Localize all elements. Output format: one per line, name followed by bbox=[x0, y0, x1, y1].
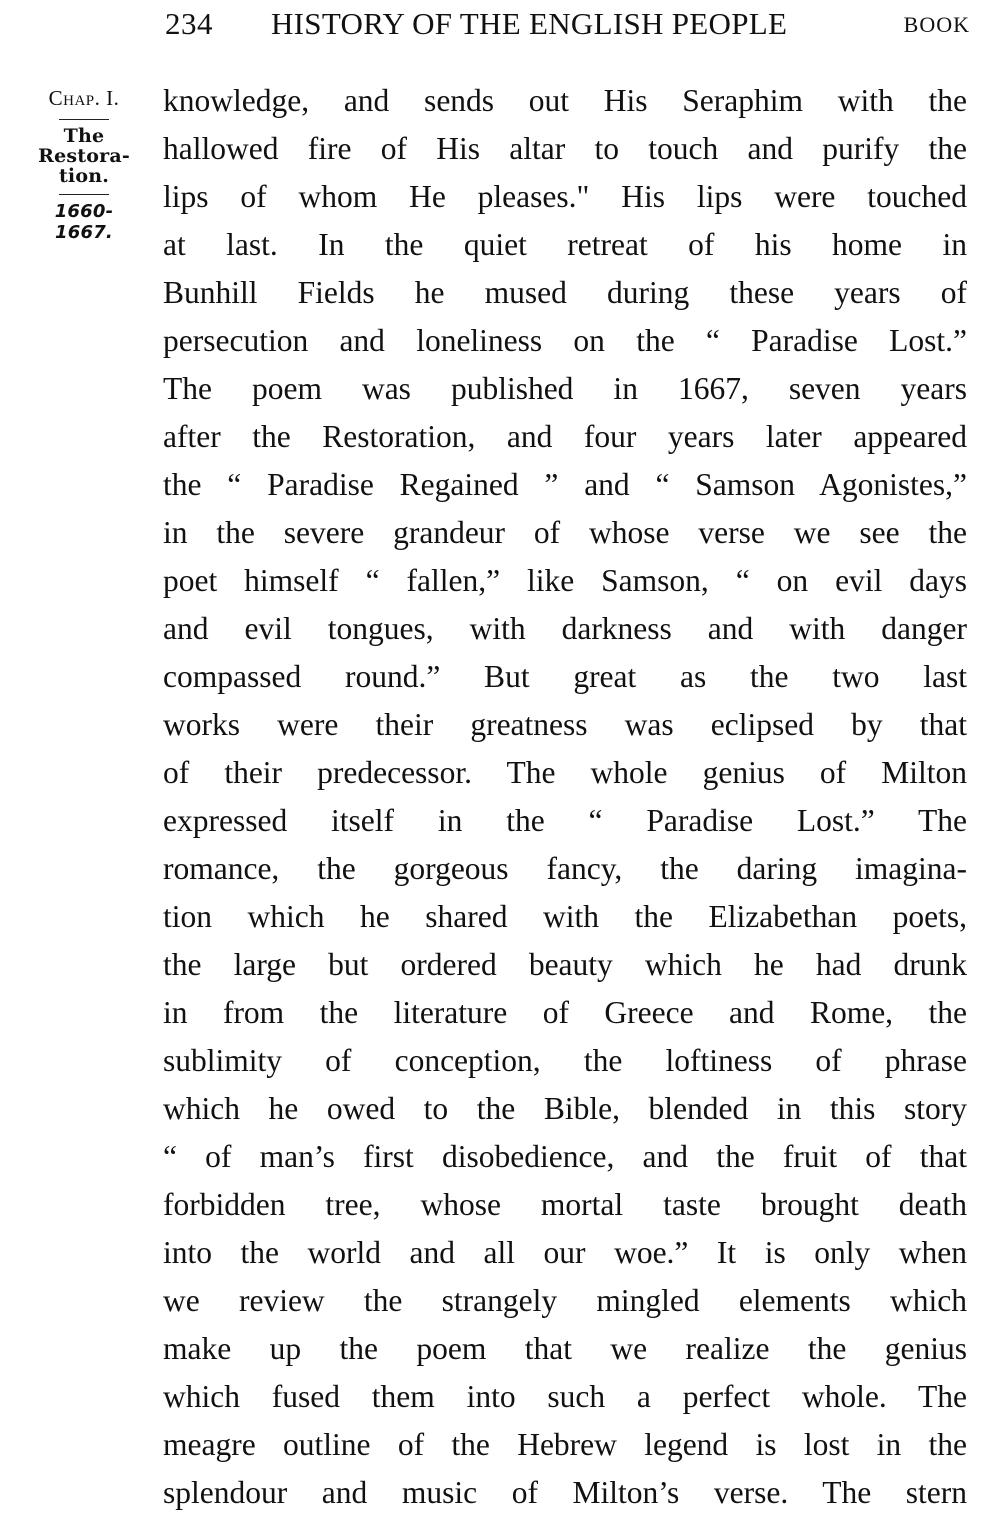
text-line: into the world and all our woe.” It is only when bbox=[163, 1235, 967, 1270]
section-label-line2: Restora- bbox=[38, 145, 130, 167]
text-line: poet himself “ fallen,” like Samson, “ on evil days bbox=[163, 563, 967, 598]
text-line: after the Restoration, and four years later appeared bbox=[163, 419, 967, 454]
text-line: we review the strangely mingled elements which bbox=[163, 1283, 967, 1318]
text-line: tion which he shared with the Elizabethan poets, bbox=[163, 899, 967, 934]
margin-divider bbox=[59, 119, 109, 120]
text-line: expressed itself in the “ Paradise Lost.” The bbox=[163, 803, 967, 838]
text-line: “ of man’s first disobedience, and the fruit of that bbox=[163, 1139, 967, 1174]
text-line: works were their greatness was eclipsed by that bbox=[163, 707, 967, 742]
running-title: HISTORY OF THE ENGLISH PEOPLE bbox=[271, 6, 788, 41]
page-number: 234 bbox=[165, 6, 213, 41]
text-line: make up the poem that we realize the genius bbox=[163, 1331, 967, 1366]
date-range-label: 1660-1667. bbox=[54, 201, 114, 243]
body-text bbox=[163, 77, 967, 1517]
text-line: which he owed to the Bible, blended in this story bbox=[163, 1091, 967, 1126]
text-line: sublimity of conception, the loftiness of phrase bbox=[163, 1043, 967, 1078]
text-line: in from the literature of Greece and Rome, the bbox=[163, 995, 967, 1030]
section-label-line3: tion. bbox=[58, 165, 110, 187]
text-line: romance, the gorgeous fancy, the daring imagina- bbox=[163, 851, 967, 886]
text-line: which fused them into such a perfect whole. The bbox=[163, 1379, 967, 1414]
text-line: and evil tongues, with darkness and with danger bbox=[163, 611, 967, 646]
running-header bbox=[165, 6, 970, 46]
margin-notes bbox=[28, 86, 140, 243]
text-line: meagre outline of the Hebrew legend is lost in the bbox=[163, 1427, 967, 1462]
text-line: of their predecessor. The whole genius of Milton bbox=[163, 755, 967, 790]
text-line: The poem was published in 1667, seven years bbox=[163, 371, 967, 406]
text-line: lips of whom He pleases." His lips were touched bbox=[163, 179, 967, 214]
chapter-label: Chap. I. bbox=[48, 86, 120, 110]
running-book-label: BOOK bbox=[903, 12, 970, 37]
text-line: the large but ordered beauty which he had drunk bbox=[163, 947, 967, 982]
margin-divider bbox=[59, 194, 109, 195]
text-line: compassed round.” But great as the two last bbox=[163, 659, 967, 694]
text-line: at last. In the quiet retreat of his home in bbox=[163, 227, 967, 262]
text-line: persecution and loneliness on the “ Paradise Lost.” bbox=[163, 323, 967, 358]
text-line: the “ Paradise Regained ” and “ Samson Agonistes,” bbox=[163, 467, 967, 502]
text-line: in the severe grandeur of whose verse we see the bbox=[163, 515, 967, 550]
text-line: forbidden tree, whose mortal taste brought death bbox=[163, 1187, 967, 1222]
text-line: hallowed fire of His altar to touch and purify the bbox=[163, 131, 967, 166]
text-line: knowledge, and sends out His Seraphim with the bbox=[163, 83, 967, 118]
text-line: splendour and music of Milton’s verse. The stern bbox=[163, 1475, 967, 1510]
section-label-line1: The bbox=[63, 125, 105, 147]
text-line: Bunhill Fields he mused during these years of bbox=[163, 275, 967, 310]
